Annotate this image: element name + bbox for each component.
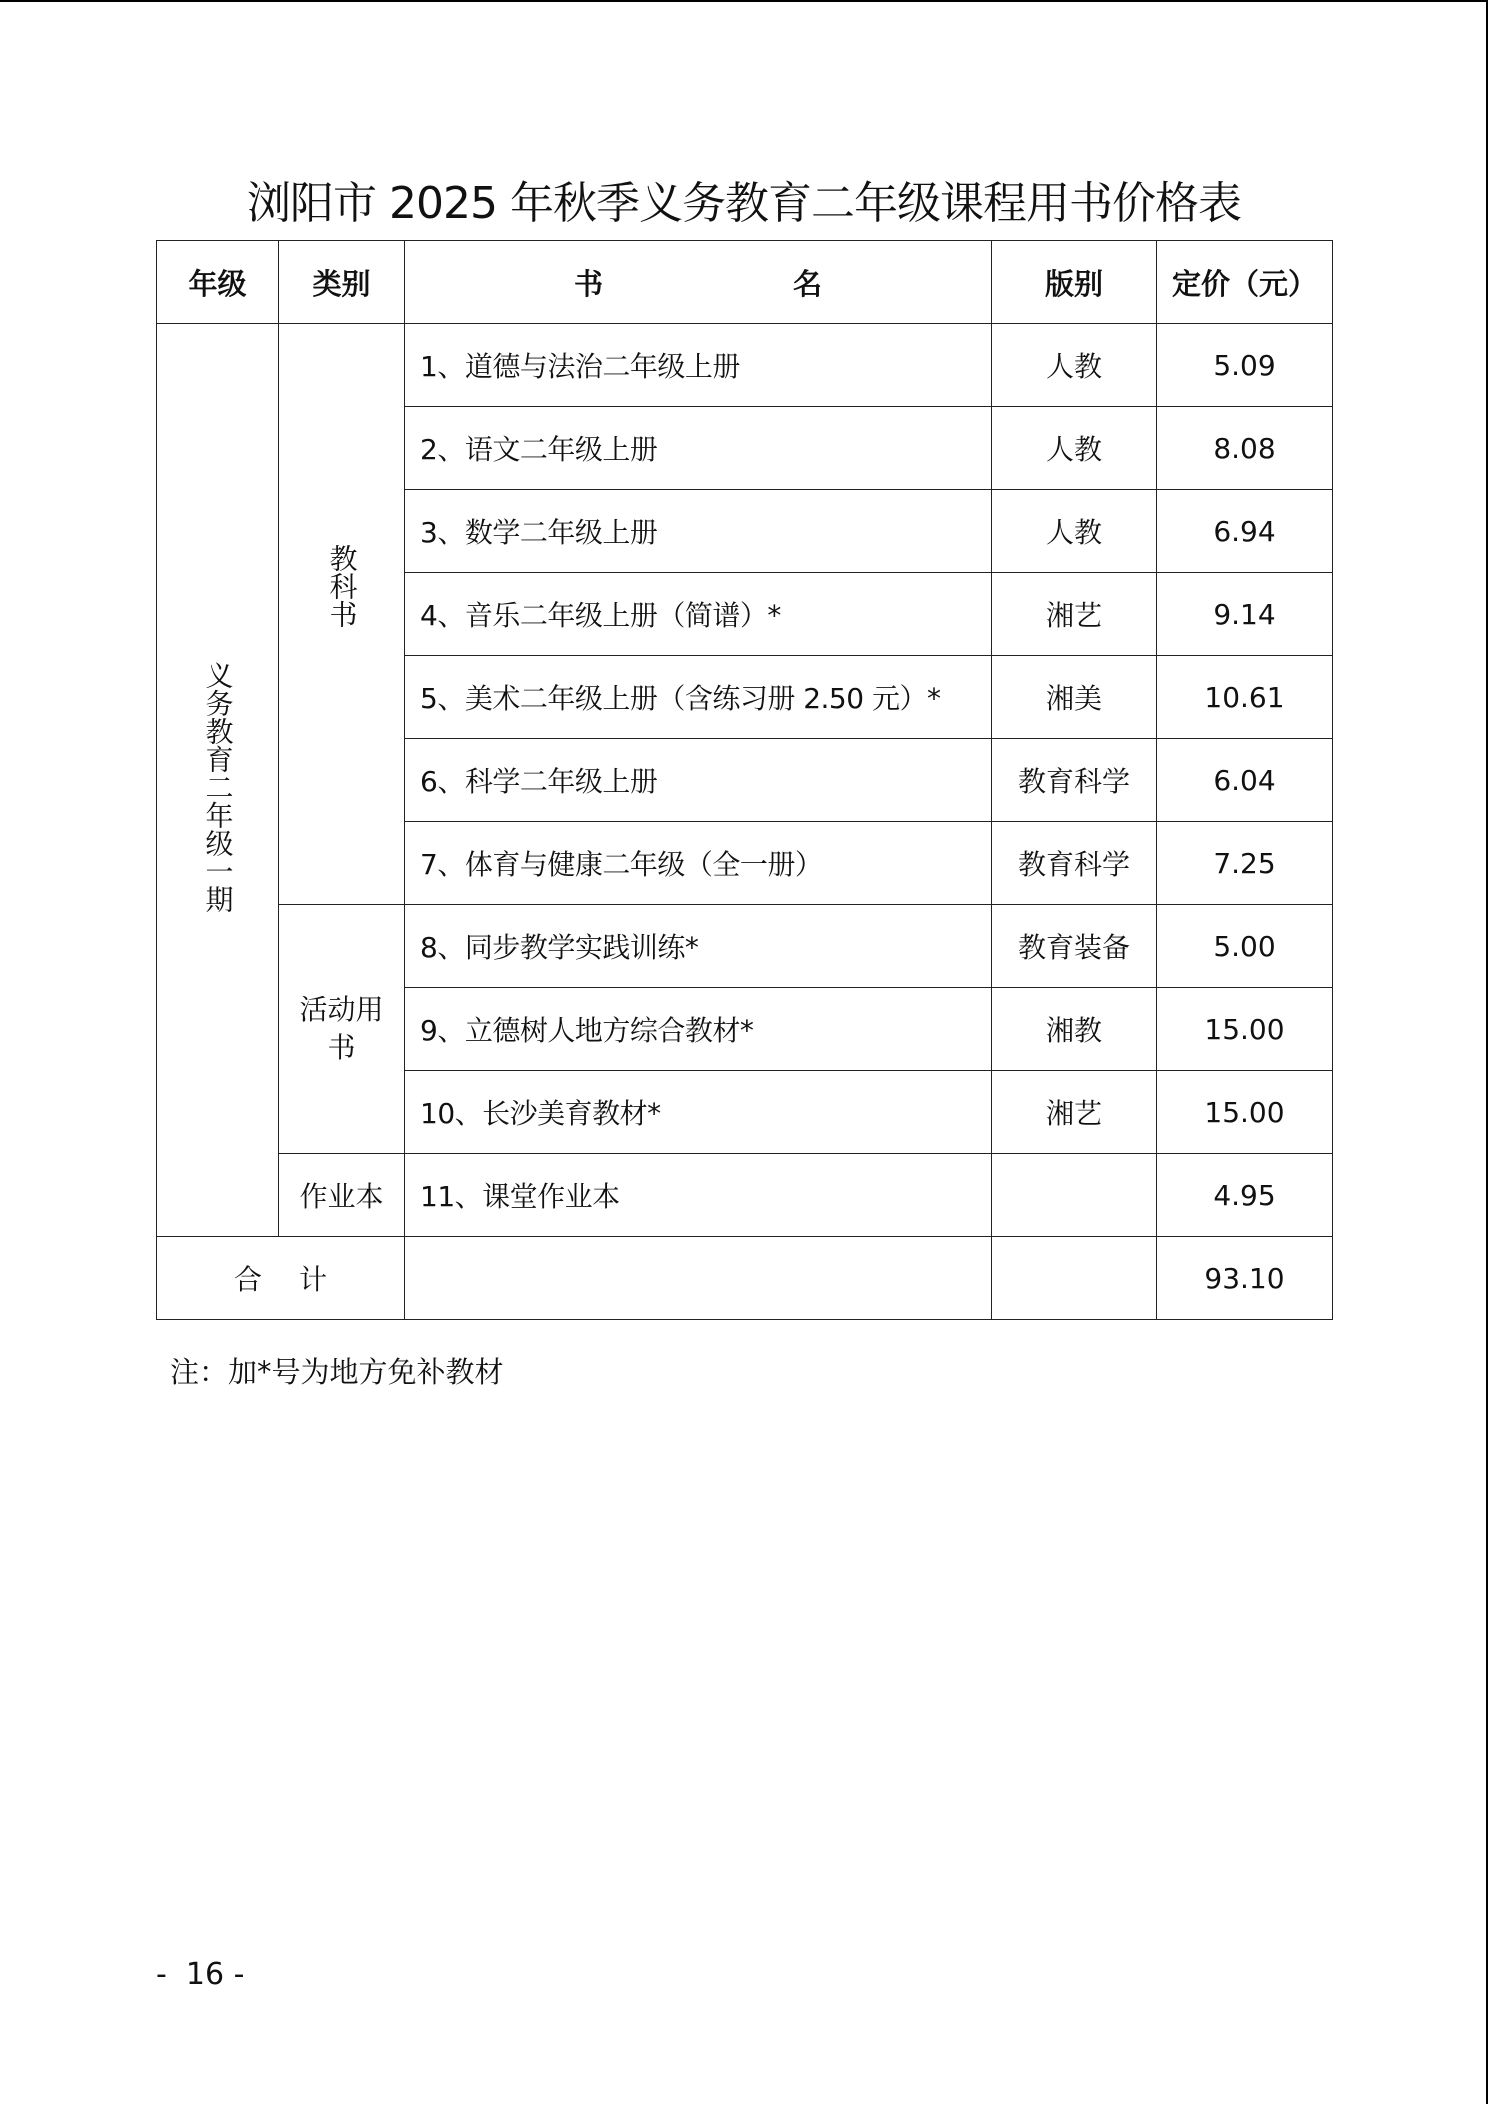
edition-cell: 人教	[992, 324, 1157, 407]
total-empty-name-cell	[405, 1237, 992, 1320]
edition-cell: 人教	[992, 490, 1157, 573]
book-name-cell: 9、立德树人地方综合教材*	[405, 988, 992, 1071]
price-cell: 6.94	[1157, 490, 1333, 573]
edition-cell: 湘教	[992, 988, 1157, 1071]
edition-cell: 湘美	[992, 656, 1157, 739]
price-table	[156, 240, 1333, 1320]
total-label-cell	[157, 1237, 405, 1320]
book-name-cell: 11、课堂作业本	[405, 1154, 992, 1237]
price-cell: 15.00	[1157, 988, 1333, 1071]
header-book-name-label: 书 名	[573, 266, 823, 301]
category-activity-label: 活动用书	[299, 993, 384, 1064]
book-name-cell: 1、道德与法治二年级上册	[405, 324, 992, 407]
price-cell: 4.95	[1157, 1154, 1333, 1237]
total-price-cell: 93.10	[1157, 1237, 1333, 1320]
book-name-cell: 4、音乐二年级上册（简谱）*	[405, 573, 992, 656]
edition-cell	[992, 1154, 1157, 1237]
book-name-cell: 8、同步教学实践训练*	[405, 905, 992, 988]
price-cell: 10.61	[1157, 656, 1333, 739]
header-grade: 年级	[157, 241, 279, 324]
header-book-name	[405, 241, 992, 324]
header-edition: 版别	[992, 241, 1157, 324]
total-empty-edition-cell	[992, 1237, 1157, 1320]
price-cell: 6.04	[1157, 739, 1333, 822]
book-name-cell: 6、科学二年级上册	[405, 739, 992, 822]
table-row	[157, 905, 1333, 988]
top-border-line	[0, 0, 1488, 2]
price-cell: 5.09	[1157, 324, 1333, 407]
header-category: 类别	[279, 241, 405, 324]
table-row	[157, 1154, 1333, 1237]
grade-cell	[157, 324, 279, 1237]
category-homework-cell: 作业本	[279, 1154, 405, 1237]
page-number: - 16 -	[156, 1957, 245, 1992]
price-cell: 15.00	[1157, 1071, 1333, 1154]
category-textbook-label: 教科书	[325, 543, 359, 628]
book-name-cell: 3、数学二年级上册	[405, 490, 992, 573]
price-cell: 7.25	[1157, 822, 1333, 905]
book-name-cell: 5、美术二年级上册（含练习册 2.50 元）*	[405, 656, 992, 739]
total-row	[157, 1237, 1333, 1320]
edition-cell: 教育科学	[992, 739, 1157, 822]
total-label: 合 计	[234, 1263, 327, 1296]
page-title: 浏阳市 2025 年秋季义务教育二年级课程用书价格表	[247, 178, 1241, 229]
footnote: 注：加*号为地方免补教材	[170, 1355, 504, 1389]
book-name-cell: 2、语文二年级上册	[405, 407, 992, 490]
book-name-cell: 10、长沙美育教材*	[405, 1071, 992, 1154]
category-textbook-cell	[279, 324, 405, 905]
price-cell: 9.14	[1157, 573, 1333, 656]
edition-cell: 教育装备	[992, 905, 1157, 988]
edition-cell: 湘艺	[992, 1071, 1157, 1154]
grade-label: 义务教育二年级一期	[201, 660, 235, 913]
price-cell: 5.00	[1157, 905, 1333, 988]
header-price: 定价（元）	[1157, 241, 1333, 324]
edition-cell: 教育科学	[992, 822, 1157, 905]
edition-cell: 人教	[992, 407, 1157, 490]
table-row	[157, 324, 1333, 407]
category-activity-cell	[279, 905, 405, 1154]
price-cell: 8.08	[1157, 407, 1333, 490]
edition-cell: 湘艺	[992, 573, 1157, 656]
table-header-row	[157, 241, 1333, 324]
book-name-cell: 7、体育与健康二年级（全一册）	[405, 822, 992, 905]
